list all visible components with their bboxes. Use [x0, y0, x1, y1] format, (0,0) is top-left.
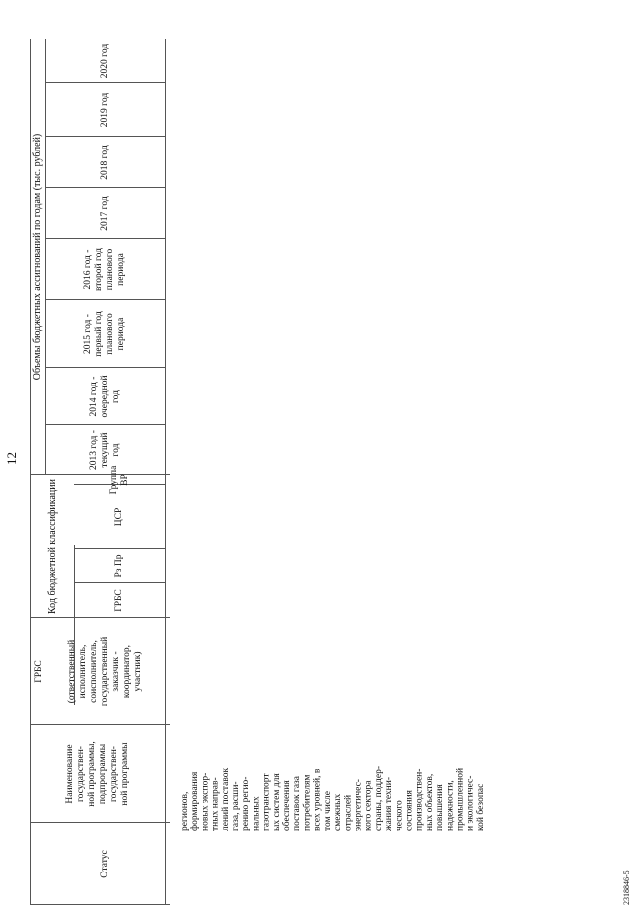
header-code-grbs: ГРБС — [114, 589, 124, 612]
header-year-2020: 2020 год — [99, 43, 110, 79]
header-bottom-border — [165, 39, 166, 905]
header-year-2013: 2013 год - текущий год — [88, 430, 121, 470]
header-budget-volumes: Объемы бюджетных ассигнований по годам (тыс. рублей) — [32, 133, 43, 381]
header-year-2016: 2016 год - второй год планового периода — [83, 248, 126, 291]
row-description-vertical: регионов, формирования новых экспор- тных направ- лений поставок газа, расши- рению регио- нальных газотранспорт ых систем для обеспечения поставок газа потребителям всех уровней, в том числе смежных отраслей энергетичес- кого сектора страны, поддер- жания техни- ческого состояния производствен- ных объектов, повышения надежности, промышленной и экологичес- кой безопас — [180, 765, 486, 831]
row-program-description — [176, 485, 266, 905]
header-year-2015: 2015 год - первый год планового периода — [83, 311, 126, 357]
header-group-vr-label: Группа ВР — [108, 465, 130, 495]
header-year-2019: 2019 год — [99, 92, 110, 128]
header-budget-code: Код бюджетной классификации — [46, 479, 58, 614]
document-code: 2318846-5 — [622, 870, 631, 905]
header-program-name: Наименование государствен- ной программы, подпрограммы государствен- ной программы — [64, 741, 130, 807]
header-rz-pr: Рз Пр — [114, 554, 124, 578]
header-grbs-description: (ответственный исполнитель, соисполнитель, государственный заказчик - координатор, участник) — [67, 636, 143, 707]
header-year-2017: 2017 год — [99, 196, 110, 231]
header-grbs-group: ГРБС — [33, 660, 44, 683]
header-year-2014: 2014 год - очередной год — [88, 375, 121, 418]
header-year-2018: 2018 год — [99, 145, 110, 180]
page-number: 12 — [4, 452, 19, 465]
header-csr: ЦСР — [114, 507, 124, 527]
header-status: Статус — [99, 850, 110, 878]
